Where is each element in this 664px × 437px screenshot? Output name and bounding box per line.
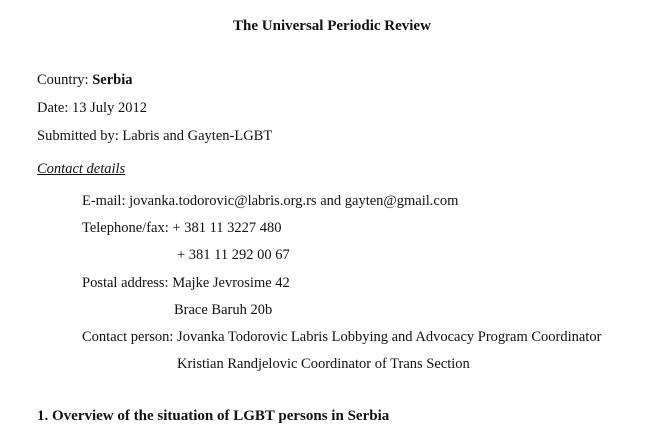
phone-label: Telephone/fax: [82, 220, 173, 236]
document-title: The Universal Periodic Review [233, 18, 431, 34]
email-line [82, 194, 458, 209]
phone-value-2: + 381 11 292 00 67 [177, 247, 290, 263]
postal-value-2: Brace Baruh 20b [174, 302, 273, 318]
contact-details-heading: Contact details [37, 161, 126, 177]
date-label: Date: [37, 100, 73, 116]
country-label: Country: [37, 72, 93, 88]
postal-line [82, 276, 290, 291]
contact-person-value-1: Jovanka Todorovic Labris Lobbying and Advocacy Program Coordinator [177, 329, 602, 345]
phone-line [82, 221, 282, 236]
country-value: Serbia [92, 72, 133, 88]
contact-person-line [82, 330, 601, 345]
postal-label: Postal address: [82, 275, 173, 291]
email-label: E-mail: [82, 193, 130, 209]
postal-value-1: Majke Jevrosime 42 [172, 275, 290, 291]
submitted-by-value: Labris and Gayten-LGBT [122, 128, 273, 144]
date-line [37, 101, 147, 116]
submitted-by-line [37, 129, 272, 144]
section-1-heading: 1. Overview of the situation of LGBT persons in Serbia [37, 408, 390, 424]
contact-person-value-2: Kristian Randjelovic Coordinator of Trans Section [177, 356, 470, 372]
email-value: jovanka.todorovic@labris.org.rs and gayten@gmail.com [129, 193, 459, 209]
contact-person-label: Contact person: [82, 329, 178, 345]
country-line [37, 73, 132, 88]
submitted-by-label: Submitted by: [37, 128, 123, 144]
date-value: 13 July 2012 [72, 100, 147, 116]
phone-value-1: + 381 11 3227 480 [172, 220, 282, 236]
